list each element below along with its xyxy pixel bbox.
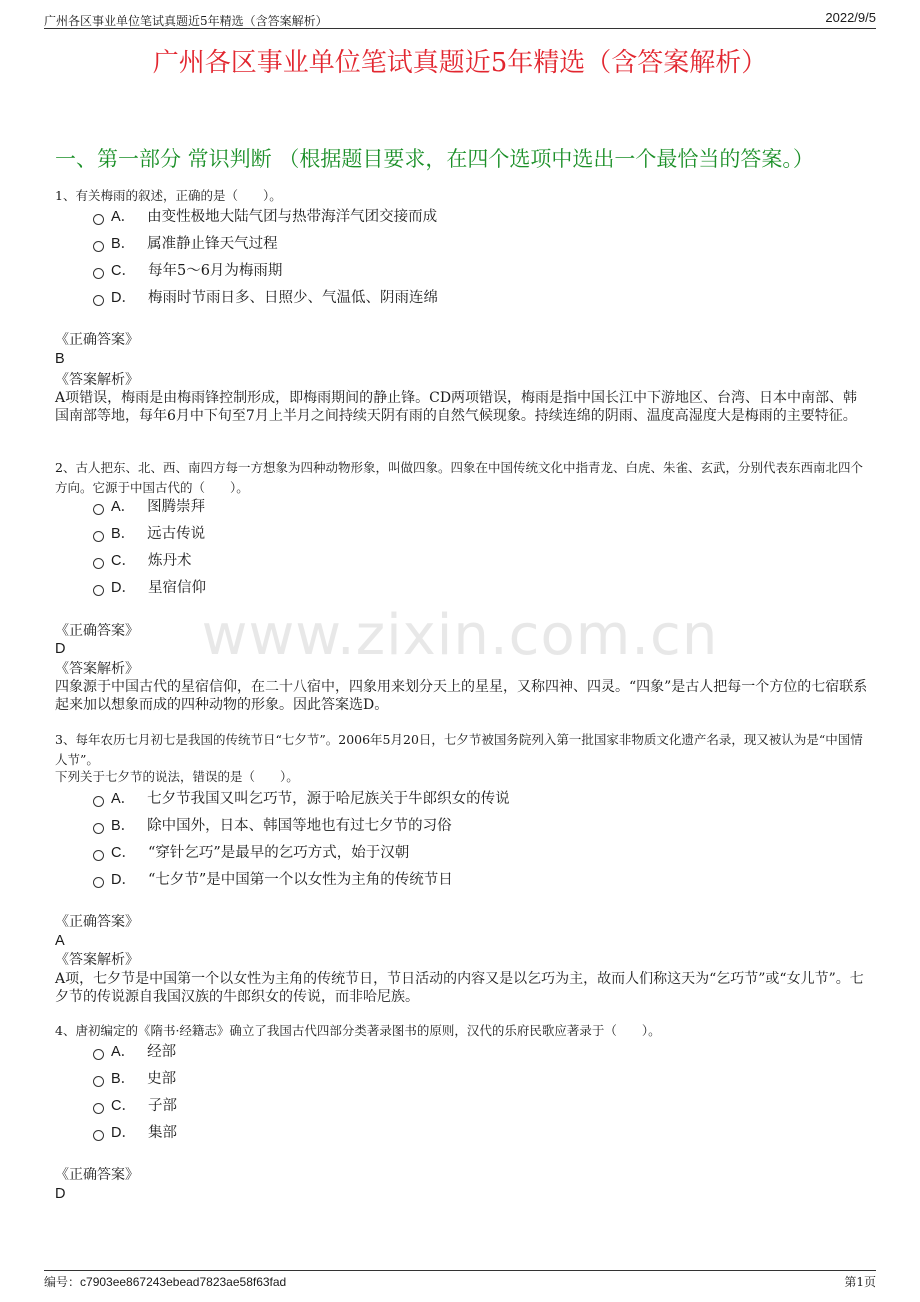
radio-icon[interactable] xyxy=(93,558,104,569)
option-letter: A． xyxy=(111,791,136,807)
option-letter: D． xyxy=(111,1125,136,1141)
option-letter: C． xyxy=(111,1098,136,1114)
question-2-analysis: 四象源于中国古代的星宿信仰，在二十八宿中，四象用来划分天上的星星，又称四神、四灵。“四象”是古人把每一个方位的七宿联系起来加以想象而成的四种动物的形象。因此答案选D。 xyxy=(55,679,868,713)
radio-icon[interactable] xyxy=(93,214,104,225)
question-3-stem: 3、每年农历七月初七是我国的传统节日“七夕节”。2006年5月20日，七夕节被国务院列入第一批国家非物质文化遗产名录，现又被认为是“中国情人节”。 xyxy=(55,732,863,767)
correct-answer-label: 《正确答案》 xyxy=(55,623,139,639)
analysis-label: 《答案解析》 xyxy=(55,952,139,968)
question-3-option-d[interactable] xyxy=(93,870,453,890)
radio-icon[interactable] xyxy=(93,504,104,515)
header-doc-title: 广州各区事业单位笔试真题近5年精选（含答案解析） xyxy=(44,14,328,28)
question-1-analysis: A项错误，梅雨是由梅雨锋控制形成，即梅雨期间的静止锋。CD两项错误，梅雨是指中国长江中下游地区、台湾、日本中南部、韩国南部等地，每年6月中下旬至7月上半月之间持续天阴有雨的自然气候现象。持续连绵的阴雨、温度高湿度大是梅雨的主要特征。 xyxy=(55,390,858,424)
radio-icon[interactable] xyxy=(93,850,104,861)
question-1-stem: 1、有关梅雨的叙述，正确的是（ ）。 xyxy=(55,188,282,203)
option-text: 由变性极地大陆气团与热带海洋气团交接而成 xyxy=(147,209,438,225)
option-letter: B． xyxy=(111,236,136,252)
radio-icon[interactable] xyxy=(93,1076,104,1087)
question-2-option-b[interactable] xyxy=(93,524,205,544)
option-text: 子部 xyxy=(147,1098,177,1114)
radio-icon[interactable] xyxy=(93,268,104,279)
option-letter: D． xyxy=(111,290,136,306)
option-text: 经部 xyxy=(147,1044,177,1060)
section-heading: 一、第一部分 常识判断 （根据题目要求，在四个选项中选出一个最恰当的答案。） xyxy=(55,147,814,171)
footer-page-number: 第1页 xyxy=(844,1275,876,1289)
document-title: 广州各区事业单位笔试真题近5年精选（含答案解析） xyxy=(152,48,768,78)
question-2-option-c[interactable] xyxy=(93,551,191,571)
question-4-option-c[interactable] xyxy=(93,1096,177,1116)
question-2-option-d[interactable] xyxy=(93,578,206,598)
watermark: www.zixin.com.cn xyxy=(201,603,719,668)
option-letter: A． xyxy=(111,499,136,515)
question-1-option-d[interactable] xyxy=(93,288,438,308)
question-3-option-c[interactable] xyxy=(93,843,409,863)
option-text: “穿针乞巧”是最早的乞巧方式，始于汉朝 xyxy=(147,845,410,861)
radio-icon[interactable] xyxy=(93,877,104,888)
option-text: 除中国外，日本、韩国等地也有过七夕节的习俗 xyxy=(147,818,452,834)
option-text: 星宿信仰 xyxy=(147,580,206,596)
radio-icon[interactable] xyxy=(93,1130,104,1141)
option-text: 梅雨时节雨日多、日照少、气温低、阴雨连绵 xyxy=(147,290,438,306)
option-text: 炼丹术 xyxy=(147,553,192,569)
radio-icon[interactable] xyxy=(93,1049,104,1060)
option-letter: B． xyxy=(111,526,136,542)
radio-icon[interactable] xyxy=(93,531,104,542)
radio-icon[interactable] xyxy=(93,241,104,252)
option-letter: C． xyxy=(111,553,136,569)
question-1-option-b[interactable] xyxy=(93,234,278,254)
question-4-option-b[interactable] xyxy=(93,1069,176,1089)
question-2-option-a[interactable] xyxy=(93,497,205,517)
option-letter: B． xyxy=(111,1071,136,1087)
radio-icon[interactable] xyxy=(93,1103,104,1114)
question-4-answer: D xyxy=(55,1186,66,1202)
correct-answer-label: 《正确答案》 xyxy=(55,1167,139,1183)
option-text: 史部 xyxy=(147,1071,177,1087)
question-3-option-b[interactable] xyxy=(93,816,452,836)
footer-code xyxy=(44,1273,286,1290)
radio-icon[interactable] xyxy=(93,796,104,807)
question-1-option-a[interactable] xyxy=(93,207,437,227)
correct-answer-label: 《正确答案》 xyxy=(55,914,139,930)
question-4-stem: 4、唐初编定的《隋书·经籍志》确立了我国古代四部分类著录图书的原则，汉代的乐府民歌应著录于（ ）。 xyxy=(55,1023,661,1038)
option-letter: D． xyxy=(111,872,136,888)
header-date: 2022/9/5 xyxy=(825,10,876,25)
option-text: 属准静止锋天气过程 xyxy=(147,236,278,252)
question-4-option-d[interactable] xyxy=(93,1123,177,1143)
option-letter: A． xyxy=(111,209,136,225)
page-header xyxy=(44,6,876,29)
radio-icon[interactable] xyxy=(93,823,104,834)
option-text: 集部 xyxy=(147,1125,177,1141)
page-footer xyxy=(44,1270,876,1295)
option-text: 每年5～6月为梅雨期 xyxy=(147,263,283,279)
question-3-stem-line2: 下列关于七夕节的说法，错误的是（ ）。 xyxy=(55,769,299,784)
option-letter: C． xyxy=(111,845,136,861)
analysis-label: 《答案解析》 xyxy=(55,372,139,388)
option-text: “七夕节”是中国第一个以女性为主角的传统节日 xyxy=(147,872,453,888)
footer-code-value: c7903ee867243ebead7823ae58f63fad xyxy=(80,1275,287,1289)
radio-icon[interactable] xyxy=(93,585,104,596)
option-text: 七夕节我国又叫乞巧节，源于哈尼族关于牛郎织女的传说 xyxy=(147,791,510,807)
question-1-answer: B xyxy=(55,351,65,367)
analysis-label: 《答案解析》 xyxy=(55,661,139,677)
question-3-answer: A xyxy=(55,933,65,949)
option-text: 远古传说 xyxy=(147,526,206,542)
question-2-stem: 2、古人把东、北、西、南四方每一方想象为四种动物形象，叫做四象。四象在中国传统文化中指青龙、白虎、朱雀、玄武，分别代表东西南北四个方向。它源于中国古代的（ ）。 xyxy=(55,460,863,495)
correct-answer-label: 《正确答案》 xyxy=(55,332,139,348)
option-letter: D． xyxy=(111,580,136,596)
option-letter: C． xyxy=(111,263,136,279)
option-letter: B． xyxy=(111,818,136,834)
option-text: 图腾崇拜 xyxy=(147,499,206,515)
question-3-analysis: A项，七夕节是中国第一个以女性为主角的传统节日，节日活动的内容又是以乞巧为主，故而人们称这天为“乞巧节”或“女儿节”。七夕节的传说源自我国汉族的牛郎织女的传说，而非哈尼族。 xyxy=(55,971,864,1005)
question-1-option-c[interactable] xyxy=(93,261,282,281)
question-4-option-a[interactable] xyxy=(93,1042,176,1062)
option-letter: A． xyxy=(111,1044,136,1060)
radio-icon[interactable] xyxy=(93,295,104,306)
question-3-option-a[interactable] xyxy=(93,789,510,809)
question-2-answer: D xyxy=(55,641,66,657)
footer-code-label: 编号： xyxy=(44,1275,81,1289)
